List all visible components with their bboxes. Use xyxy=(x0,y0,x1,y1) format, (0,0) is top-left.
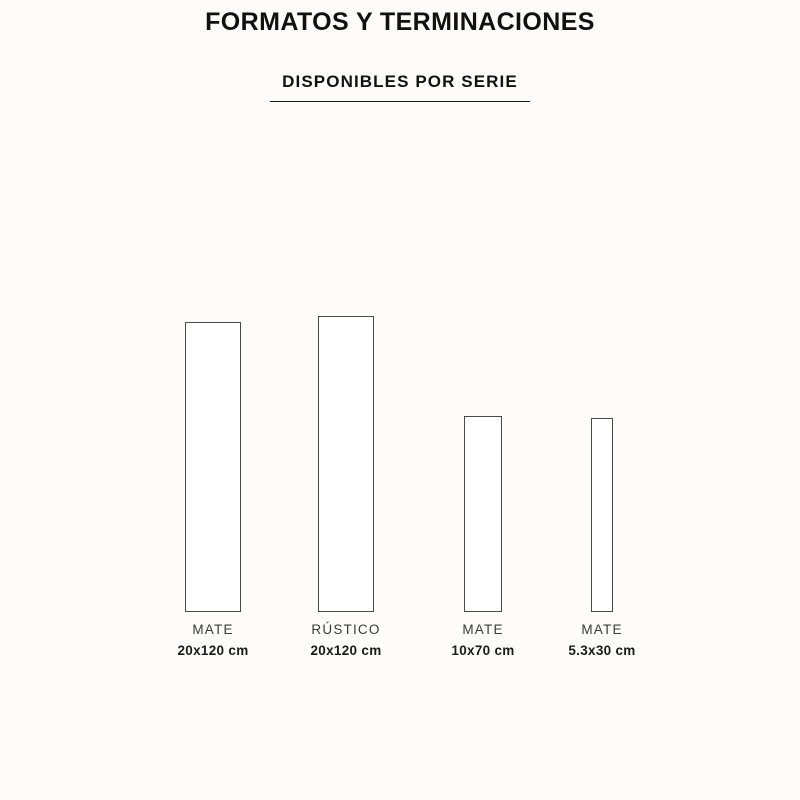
tile-size-label: 5.3x30 cm xyxy=(568,642,636,658)
page-subtitle: DISPONIBLES POR SERIE xyxy=(270,72,530,102)
tile-rectangle xyxy=(185,322,241,612)
tile-finish-label: MATE xyxy=(462,621,504,637)
subtitle-container xyxy=(0,72,800,102)
tile-size-label: 20x120 cm xyxy=(310,642,382,658)
page-title: FORMATOS Y TERMINACIONES xyxy=(205,8,595,36)
tile-rectangle xyxy=(318,316,374,612)
tile-finish-label: MATE xyxy=(581,621,623,637)
tile-item xyxy=(266,322,426,660)
tile-finish-label: MATE xyxy=(192,621,234,637)
tile-rectangle xyxy=(464,416,502,612)
tile-rectangle xyxy=(591,418,613,612)
tile-size-label: 10x70 cm xyxy=(451,642,515,658)
tile-size-label: 20x120 cm xyxy=(177,642,249,658)
tile-shape-container xyxy=(522,322,682,612)
tile-format-row xyxy=(0,290,800,660)
tile-finish-label: RÚSTICO xyxy=(311,621,381,637)
tile-item xyxy=(522,322,682,660)
tile-shape-container xyxy=(266,322,426,612)
